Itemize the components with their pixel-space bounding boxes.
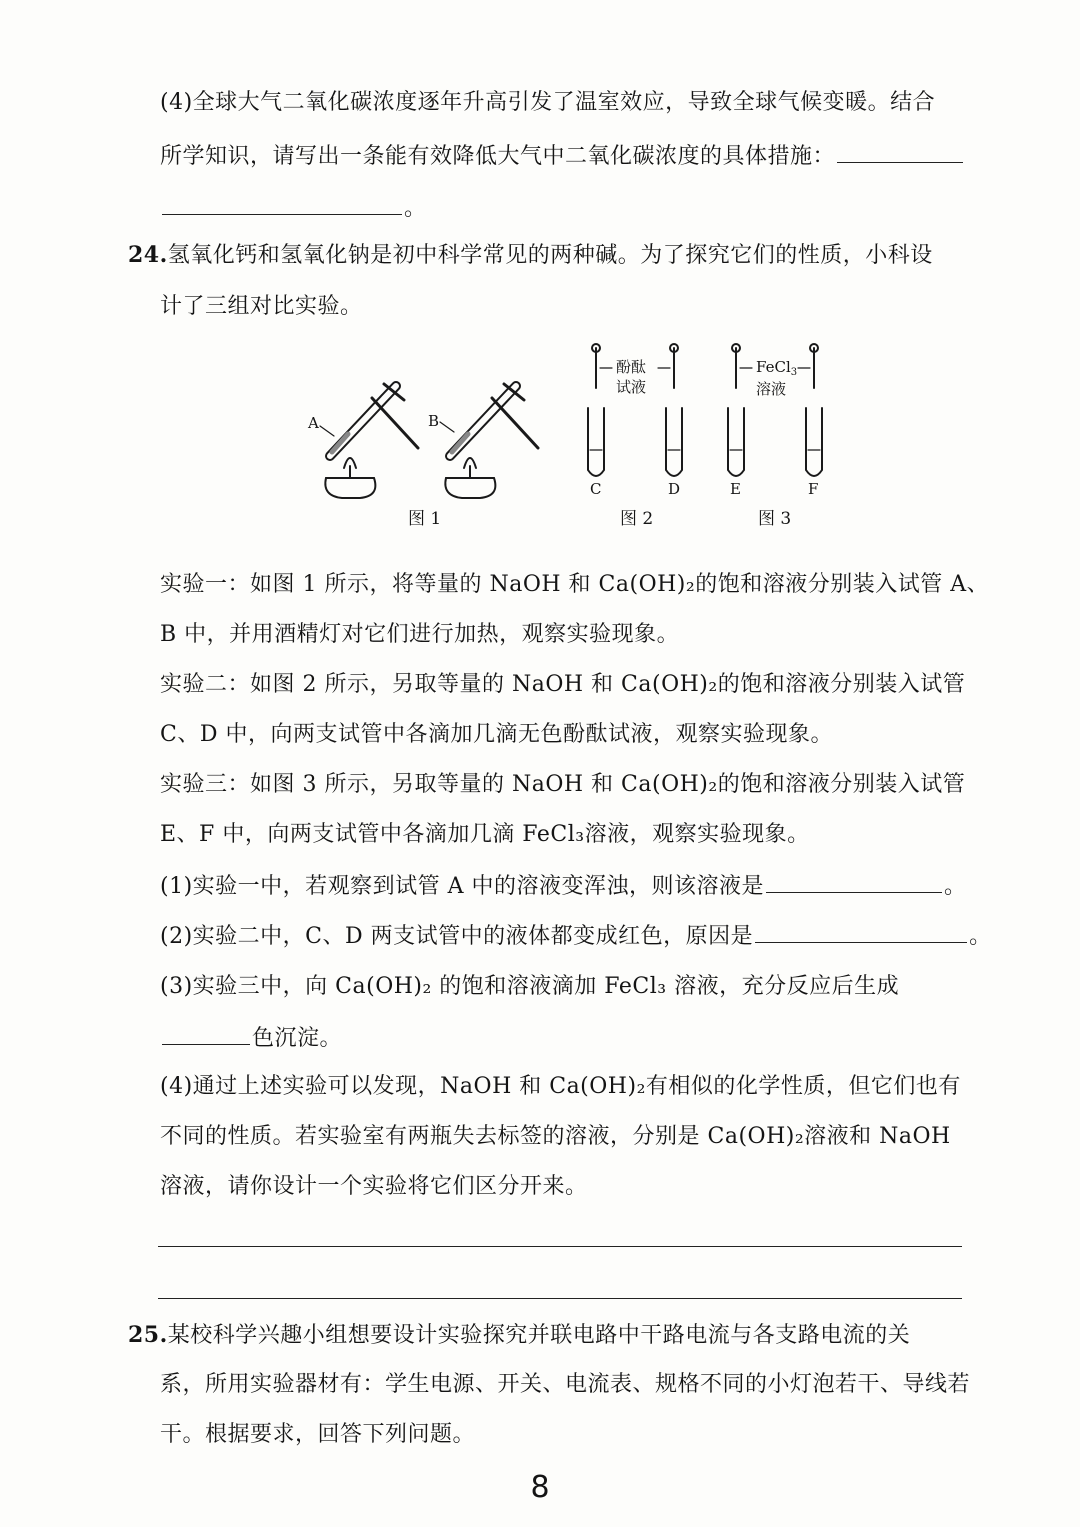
q23-part4-line1: (4)全球大气二氧化碳浓度逐年升高引发了温室效应，导致全球气候变暖。结合: [160, 90, 936, 115]
reagent-label-fecl3: FeCl$_3$: [756, 358, 798, 378]
answer-line[interactable]: [158, 1298, 962, 1299]
page-number: 8: [530, 1470, 550, 1505]
q24-part4-line2: 不同的性质。若实验室有两瓶失去标签的溶液，分别是 Ca(OH)₂溶液和 NaOH: [160, 1124, 951, 1149]
reagent-label-phenolphthalein: 酚酞: [616, 358, 647, 376]
exp3-line1: 实验三：如图 3 所示，另取等量的 NaOH 和 Ca(OH)₂的饱和溶液分别装入试管: [160, 772, 966, 797]
test-tube-d: [666, 408, 682, 476]
experiment-figure: [300, 338, 840, 538]
alcohol-lamp-icon: [325, 478, 375, 498]
test-tube-f: [806, 408, 822, 476]
exp3-line2: E、F 中，向两支试管中各滴加几滴 FeCl₃溶液，观察实验现象。: [160, 822, 810, 847]
q24-part1: (1)实验一中，若观察到试管 A 中的溶液变浑浊，则该溶液是 。: [160, 870, 970, 902]
test-tube-e: [728, 408, 744, 476]
answer-blank[interactable]: [162, 192, 402, 215]
exp2-line2: C、D 中，向两支试管中各滴加几滴无色酚酞试液，观察实验现象。: [160, 722, 833, 747]
reagent-label-solution-3: 溶液: [756, 380, 787, 398]
q24-intro-line2: 计了三组对比实验。: [160, 294, 363, 319]
q24-part2: (2)实验二中，C、D 两支试管中的液体都变成红色，原因是 。: [160, 920, 970, 952]
caption-figure3: 图 3: [758, 509, 792, 529]
exp1-line1: 实验一：如图 1 所示，将等量的 NaOH 和 Ca(OH)₂的饱和溶液分别装入试管 A、: [160, 572, 990, 597]
q24-part4-line3: 溶液，请你设计一个实验将它们区分开来。: [160, 1174, 588, 1199]
alcohol-lamp-icon: [445, 478, 495, 498]
heating-setup-a: [320, 384, 418, 498]
caption-figure1: 图 1: [408, 509, 442, 529]
test-tube-holder: [492, 398, 538, 448]
label-c: C: [590, 480, 602, 498]
label-d: D: [668, 480, 681, 498]
answer-blank[interactable]: [162, 1022, 250, 1045]
question-number: 24.: [128, 242, 168, 268]
answer-blank[interactable]: [837, 140, 963, 163]
caption-figure2: 图 2: [620, 509, 654, 529]
heating-setup-b: [440, 384, 538, 498]
answer-line[interactable]: [158, 1246, 962, 1247]
reagent-label-solution: 试液: [616, 378, 647, 396]
q24-intro-line1: 24.氢氧化钙和氢氧化钠是初中科学常见的两种碱。为了探究它们的性质，小科设: [128, 242, 933, 268]
exp1-line2: B 中，并用酒精灯对它们进行加热，观察实验现象。: [160, 622, 680, 647]
q24-part3-line2: 色沉淀。: [160, 1022, 970, 1054]
exp2-line1: 实验二：如图 2 所示，另取等量的 NaOH 和 Ca(OH)₂的饱和溶液分别装入试管: [160, 672, 966, 697]
label-b: B: [428, 412, 440, 430]
label-a: A: [308, 414, 319, 432]
q23-part4-line2: 所学知识，请写出一条能有效降低大气中二氧化碳浓度的具体措施：: [160, 140, 970, 172]
q24-part3-line1: (3)实验三中，向 Ca(OH)₂ 的饱和溶液滴加 FeCl₃ 溶液，充分反应后生成: [160, 974, 900, 999]
answer-blank[interactable]: [755, 920, 967, 943]
q25-line2: 系，所用实验器材有：学生电源、开关、电流表、规格不同的小灯泡若干、导线若: [160, 1372, 971, 1397]
question-number: 25.: [128, 1322, 168, 1348]
answer-blank[interactable]: [766, 870, 942, 893]
q25-line3: 干。根据要求，回答下列问题。: [160, 1422, 476, 1447]
q25-line1: 25.某校科学兴趣小组想要设计实验探究并联电路中干路电流与各支路电流的关: [128, 1322, 911, 1348]
test-tube-holder: [372, 398, 418, 448]
q24-part4-line1: (4)通过上述实验可以发现，NaOH 和 Ca(OH)₂有相似的化学性质，但它们也有: [160, 1074, 961, 1099]
test-tube-c: [588, 408, 604, 476]
label-f: F: [808, 480, 819, 498]
label-e: E: [730, 480, 741, 498]
q23-part4-line3: 。: [160, 192, 970, 224]
